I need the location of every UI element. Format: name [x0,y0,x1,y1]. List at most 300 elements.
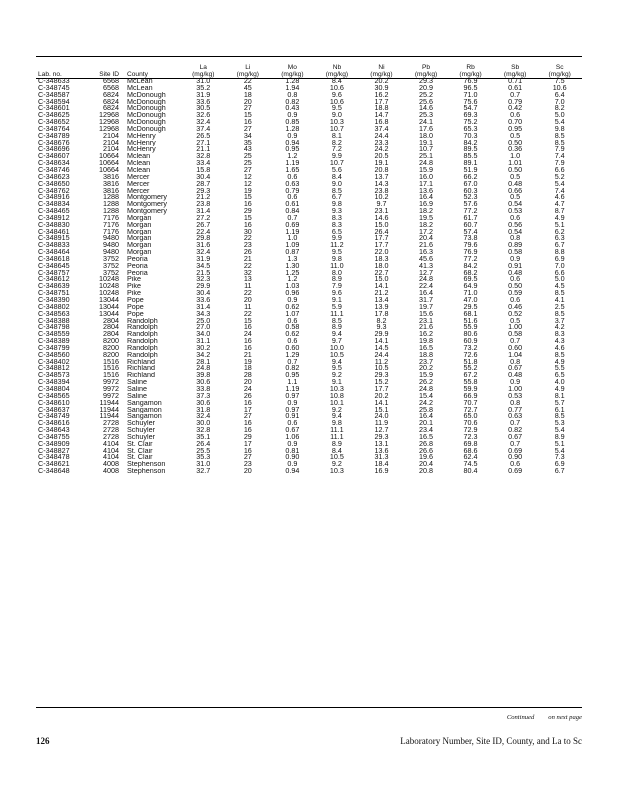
table-cell: 0.43 [285,105,300,113]
table-cell: 0.9 [287,132,298,140]
table-cell: 11944 [99,399,119,407]
table-cell: 10664 [99,153,119,161]
table-cell: 27.2 [196,214,211,222]
table-cell: 28.1 [196,358,211,366]
table-cell: 10.5 [374,365,389,373]
table-cell: 8.3 [554,331,565,339]
table-cell: 14.1 [374,399,389,407]
table-cell: C-348390 [38,297,70,304]
table-cell: Mercer [127,187,150,195]
table-cell: 0.66 [508,187,523,195]
table-cell: 21 [243,255,252,263]
table-cell: 32 [243,269,252,277]
table-cell: Montgomery [127,201,167,209]
data-table [36,57,582,475]
table-cell: 57.6 [463,201,478,209]
table-cell: 0.82 [508,427,523,434]
table-cell: Mercer [127,180,150,188]
table-cell: C-348643 [38,427,70,434]
table-cell: C-348639 [38,283,70,291]
table-cell: 0.56 [508,221,523,229]
table-cell: 72.6 [463,351,478,359]
table-cell: 0.61 [285,201,300,209]
table-cell: 8.4 [331,78,342,85]
column-header-unit: (mg/kg) [414,71,438,78]
table-cell: Pike [127,290,141,297]
table-cell: 43 [243,146,252,154]
column-header [89,57,119,78]
table-row [36,468,582,475]
table-cell: 18.2 [419,221,433,229]
table-cell: 35.1 [196,433,211,441]
table-cell: 72.3 [463,433,478,441]
table-row [36,448,582,455]
table-cell: 10664 [99,166,119,174]
table-cell: 0.8 [510,399,521,407]
table-cell: 0.94 [285,468,300,475]
table-cell: 20 [243,379,252,386]
table-cell: 20.9 [419,84,433,92]
table-row [36,379,582,386]
table-cell: 9.8 [331,255,342,263]
table-cell: 0.60 [285,344,300,352]
table-cell: 80.6 [463,331,478,339]
table-cell: C-348751 [38,290,70,297]
table-cell: 85.5 [463,153,478,161]
table-row [36,222,582,229]
table-cell: 0.42 [508,105,523,113]
table-cell: 8.4 [331,447,342,455]
table-row [36,174,582,181]
table-cell: Mclean [127,153,151,161]
table-cell: 16.8 [374,119,389,126]
table-cell: 0.62 [285,331,300,339]
table-cell: 4.6 [554,194,565,202]
table-cell: 3752 [103,262,119,270]
table-cell: 33.4 [196,160,211,167]
table-cell: 15.0 [374,221,389,229]
table-cell: 34 [243,132,252,140]
table-cell: 7176 [103,221,119,229]
table-cell: 8.0 [331,269,342,277]
table-cell: 7.9 [554,160,565,167]
table-cell: 16.2 [419,331,433,339]
table-cell: 0.58 [285,324,300,332]
table-cell: 5.2 [554,173,565,181]
table-cell: 0.6 [510,297,521,304]
table-cell: Saline [127,385,147,393]
table-cell: 0.81 [285,447,300,455]
table-cell: 15.0 [374,276,389,284]
table-cell: 30.0 [196,420,211,428]
table-cell: 0.79 [285,187,300,195]
table-cell: 22 [243,310,252,318]
table-cell: 11.1 [330,427,344,434]
table-row [36,263,582,270]
table-cell: 1288 [103,201,119,209]
table-cell: 52.3 [463,194,478,202]
table-cell: 6.6 [554,269,565,277]
table-cell: 24.2 [419,399,433,407]
table-cell: 19.6 [419,454,433,462]
table-cell: 9.9 [331,235,342,243]
table-cell: C-348745 [38,84,70,92]
table-cell: 32.4 [196,119,211,126]
table-cell: C-348625 [38,112,70,120]
table-cell: C-348587 [38,91,70,99]
table-cell: 13044 [99,297,119,304]
table-cell: 16 [243,338,252,345]
table-cell: 9.8 [554,125,565,133]
table-cell: Randolph [127,338,158,345]
table-row [36,297,582,304]
table-row [36,201,582,208]
table-cell: Mercer [127,173,150,181]
table-cell: Randolph [127,317,158,325]
table-row [36,427,582,434]
table-cell: 15 [243,112,252,120]
table-cell: Schuyler [127,427,155,434]
table-cell: 73.8 [463,235,478,243]
table-cell: 19.1 [374,160,389,167]
table-row [36,270,582,277]
table-cell: 0.67 [508,365,523,373]
table-cell: 31.0 [196,461,211,469]
table-cell: 75.6 [463,98,478,106]
table-cell: 15.9 [419,372,433,380]
table-cell: 6.3 [554,235,565,243]
table-row [36,194,582,201]
table-cell: C-348749 [38,413,70,421]
table-cell: 57.4 [463,228,478,236]
table-row [36,454,582,461]
table-row [36,92,582,99]
table-cell: 25.0 [196,317,211,325]
table-cell: 17.1 [419,180,433,188]
table-row [36,434,582,441]
table-cell: 17.7 [374,242,389,250]
table-cell: 2728 [103,420,119,428]
table-row [36,105,582,112]
table-cell: 7.9 [331,283,342,291]
table-cell: 0.90 [508,454,523,462]
table-cell: 9.2 [331,406,342,414]
table-cell: C-348833 [38,242,70,250]
table-cell: 55.9 [463,324,478,332]
table-cell: 8.4 [331,173,342,181]
table-cell: 29 [243,208,252,215]
table-cell: 13044 [99,310,119,318]
table-cell: 9.3 [331,208,342,215]
table-row [36,441,582,448]
table-cell: 16 [243,427,252,434]
table-cell: 21.2 [374,290,389,297]
table-cell: 11 [244,303,252,311]
table-cell: 8.5 [554,310,565,318]
table-cell: 0.95 [285,372,300,380]
table-cell: 0.58 [508,331,523,339]
table-cell: 9.9 [331,153,342,161]
table-cell: C-348762 [38,187,70,195]
table-cell: 4104 [103,454,119,462]
table-row [36,318,582,325]
table-cell: 0.82 [285,365,300,373]
table-row [36,338,582,345]
table-cell: 0.46 [508,303,523,311]
table-cell: 0.5 [510,317,521,325]
table-cell: Stephenson [127,468,166,475]
table-cell: 51.8 [463,358,478,366]
table-cell: 19 [243,187,252,195]
table-cell: Morgan [127,228,152,236]
table-cell: 0.5 [510,173,521,181]
table-cell: 14.1 [374,283,389,291]
table-cell: 6568 [103,84,119,92]
table-cell: 0.9 [510,255,521,263]
table-cell: 10.6 [329,84,344,92]
table-cell: 1516 [103,365,119,373]
table-cell: 0.9 [287,112,298,120]
table-cell: 6.7 [331,194,342,202]
table-row [36,242,582,249]
table-cell: 77.2 [463,255,478,263]
table-cell: Saline [127,392,147,400]
table-cell: 26.7 [196,221,211,229]
table-cell: 18 [243,91,252,99]
table-cell: 34.5 [196,262,211,270]
table-cell: St. Clair [127,447,153,455]
column-header-unit: (mg/kg) [370,71,393,78]
table-cell: McLean [127,78,153,85]
table-cell: C-348802 [38,303,70,311]
table-body [36,78,582,475]
table-row [36,235,582,242]
table-cell: 32.4 [196,413,211,421]
table-cell: 0.95 [285,146,300,154]
table-cell: 0.97 [285,392,300,400]
table-cell: 8.5 [554,139,565,147]
table-row [36,181,582,188]
table-cell: C-348650 [38,180,70,188]
table-cell: 0.50 [508,139,523,147]
table-cell: 0.7 [510,91,521,99]
table-cell: Randolph [127,344,158,352]
table-cell: Schuyler [127,420,155,428]
table-cell: 73.2 [463,344,478,352]
table-cell: 21.2 [196,194,211,202]
table-cell: 7176 [103,214,119,222]
table-cell: Randolph [127,351,158,359]
table-row [36,99,582,106]
table-cell: 65.0 [463,413,478,421]
table-cell: 41.3 [419,262,433,270]
table-cell: 74.5 [463,461,478,469]
table-cell: 30.2 [196,344,211,352]
table-cell: 17.7 [374,235,389,243]
table-cell: 16 [243,201,252,209]
table-cell: 1.19 [285,160,300,167]
table-cell: C-348789 [38,132,70,140]
table-cell: 0.77 [508,406,523,414]
table-cell: Peoria [127,269,148,277]
table-cell: 7.4 [554,187,565,195]
table-cell: 47.0 [463,297,478,304]
table-row [36,133,582,140]
table-cell: 0.62 [285,303,300,311]
table-cell: 9.8 [331,201,342,209]
table-cell: 17.6 [419,125,433,133]
column-header-name: Sc [555,64,564,71]
column-header-unit: (mg/kg) [503,71,527,78]
table-cell: 9.2 [331,372,342,380]
table-cell: 0.95 [508,125,523,133]
table-cell: 8.5 [331,317,342,325]
table-cell: Schuyler [127,433,155,441]
table-cell: 9.4 [331,331,342,339]
table-cell: C-348565 [38,392,70,400]
table-cell: 20.4 [419,461,433,469]
table-cell: 22.4 [419,283,433,291]
table-row [36,229,582,236]
table-cell: 0.60 [508,344,523,352]
table-cell: 5.4 [554,119,565,126]
table-cell: 9.1 [331,379,342,386]
table-cell: 0.71 [508,78,523,85]
table-cell: 4.2 [554,324,565,332]
table-cell: 8.1 [554,392,565,400]
table-cell: 11.1 [330,310,344,318]
table-cell: 10.5 [329,454,344,462]
table-cell: 84.2 [463,262,478,270]
table-cell: 0.9 [287,399,298,407]
table-cell: 0.9 [510,379,521,386]
page-number: 126 [36,736,50,746]
table-cell: 10664 [99,160,119,167]
table-cell: 8.5 [554,413,565,421]
table-cell: 1.28 [285,78,300,85]
table-cell: 9.1 [331,297,342,304]
table-cell: 3.7 [554,317,565,325]
table-cell: 24.8 [419,276,433,284]
table-cell: St. Clair [127,440,153,448]
column-header [181,57,226,78]
table-cell: 8.5 [554,351,565,359]
table-cell: C-348637 [38,406,70,414]
table-cell: 33.8 [196,385,211,393]
table-cell: 0.9 [287,297,298,304]
table-row [36,276,582,283]
table-cell: 0.91 [285,413,300,421]
table-cell: 3752 [103,255,119,263]
table-cell: C-348755 [38,433,70,441]
table-cell: Randolph [127,331,158,339]
table-cell: 0.8 [287,91,298,99]
table-cell: 0.48 [508,372,523,380]
table-cell: C-348607 [38,153,70,161]
table-cell: 2728 [103,427,119,434]
table-cell: 5.0 [554,276,565,284]
table-cell: 22 [243,78,252,85]
table-cell: 66.2 [463,173,478,181]
table-cell: 11.1 [330,433,344,441]
table-cell: 10248 [99,283,119,291]
table-cell: 16.4 [419,290,433,297]
table-cell: 8.1 [331,132,342,140]
column-header [119,57,181,78]
table-cell: 0.53 [508,208,523,215]
table-cell: 10.6 [329,98,344,106]
table-cell: 1.19 [285,228,300,236]
table-cell: 19.5 [419,214,433,222]
table-cell: Morgan [127,214,152,222]
table-cell: 21 [243,351,252,359]
table-cell: 25.6 [419,98,433,106]
table-cell: 25.5 [196,447,211,455]
table-row [36,215,582,222]
table-cell: 29.3 [196,187,211,195]
table-cell: 15.2 [374,379,389,386]
table-cell: 20 [243,98,252,106]
table-cell: 1.65 [285,166,300,174]
table-cell: 2728 [103,433,119,441]
table-cell: 9972 [103,392,119,400]
table-cell: 34.2 [196,351,211,359]
table-cell: 31.0 [196,78,211,85]
table-cell: 23.1 [419,317,433,325]
table-cell: 8.3 [331,214,342,222]
table-cell: 1.1 [287,379,298,386]
table-cell: 8.2 [331,139,342,147]
table-cell: Richland [127,372,155,380]
table-cell: 16.5 [419,433,433,441]
table-cell: 3752 [103,269,119,277]
table-cell: 14.6 [374,214,389,222]
table-cell: 24.4 [374,132,389,140]
table-cell: 8200 [103,351,119,359]
table-cell: 25.8 [419,406,433,414]
table-cell: 31.4 [196,208,211,215]
table-cell: 17 [243,440,252,448]
column-header-name: Ni [378,64,385,71]
table-cell: Morgan [127,221,152,229]
table-row [36,249,582,256]
table-cell: 69.3 [463,112,478,120]
table-cell: C-348830 [38,221,70,229]
table-cell: 37.4 [374,125,389,133]
table-cell: 0.6 [287,194,298,202]
table-row [36,359,582,366]
table-row [36,345,582,352]
continued-label: Continued [506,714,535,721]
table-cell: 2.5 [554,303,565,311]
table-cell: Mclean [127,160,151,167]
table-cell: 1.2 [287,153,298,161]
table-row [36,400,582,407]
table-cell: 16.2 [374,91,389,99]
table-cell: C-348559 [38,331,70,339]
table-cell: 77.2 [463,208,478,215]
table-cell: 0.9 [287,440,298,448]
table-cell: 7.9 [554,146,565,154]
table-cell: 20.4 [419,235,433,243]
table-cell: 54.7 [463,105,478,113]
table-cell: C-348478 [38,454,70,462]
table-cell: 4.6 [554,344,565,352]
table-cell: 37.4 [196,125,211,133]
table-cell: 18.8 [374,105,389,113]
table-cell: 6.9 [554,255,565,263]
table-cell: C-348389 [38,338,70,345]
